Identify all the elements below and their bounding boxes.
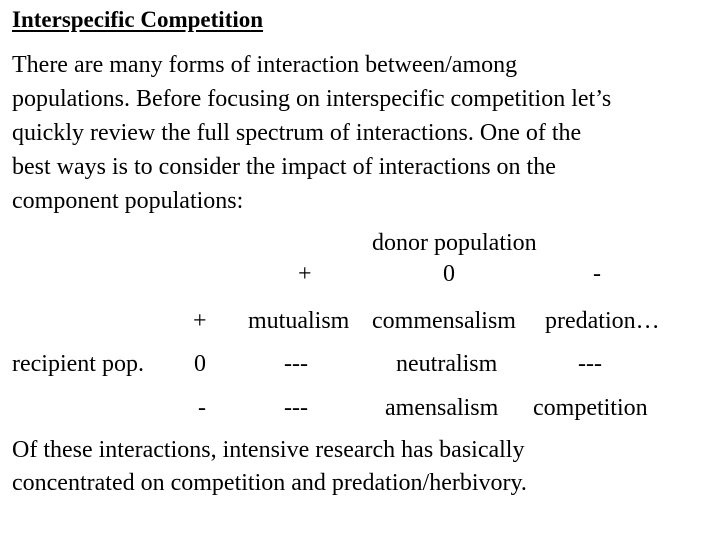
row-sign-minus: -: [198, 395, 206, 421]
cell-dashes: ---: [284, 351, 308, 377]
row-sign-plus: +: [193, 308, 207, 334]
column-sign-zero: 0: [443, 261, 455, 287]
row-sign-zero: 0: [194, 351, 206, 377]
cell-amensalism: amensalism: [385, 395, 499, 421]
slide-title: Interspecific Competition: [12, 7, 264, 32]
conclusion-line: concentrated on competition and predation/herbivory.: [12, 470, 527, 496]
cell-neutralism: neutralism: [396, 351, 498, 377]
intro-line: There are many forms of interaction between/among: [12, 52, 518, 78]
conclusion-line: Of these interactions, intensive research has basically: [12, 437, 525, 463]
cell-competition: competition: [533, 395, 648, 421]
intro-line: populations. Before focusing on interspecific competition let’s: [12, 86, 612, 112]
intro-paragraph: [12, 48, 712, 218]
conclusion-paragraph: [12, 434, 712, 500]
intro-line: quickly review the full spectrum of interactions. One of the: [12, 120, 582, 146]
column-sign-minus: -: [593, 261, 601, 287]
cell-mutualism: mutualism: [248, 308, 350, 334]
cell-commensalism: commensalism: [372, 308, 516, 334]
intro-line: best ways is to consider the impact of interactions on the: [12, 154, 556, 180]
column-sign-plus: +: [298, 261, 312, 287]
cell-predation: predation…: [545, 308, 660, 334]
cell-dashes: ---: [578, 351, 602, 377]
donor-population-header: donor population: [372, 230, 537, 256]
recipient-population-header: recipient pop.: [12, 351, 144, 377]
intro-line: component populations:: [12, 188, 244, 214]
cell-dashes: ---: [284, 395, 308, 421]
